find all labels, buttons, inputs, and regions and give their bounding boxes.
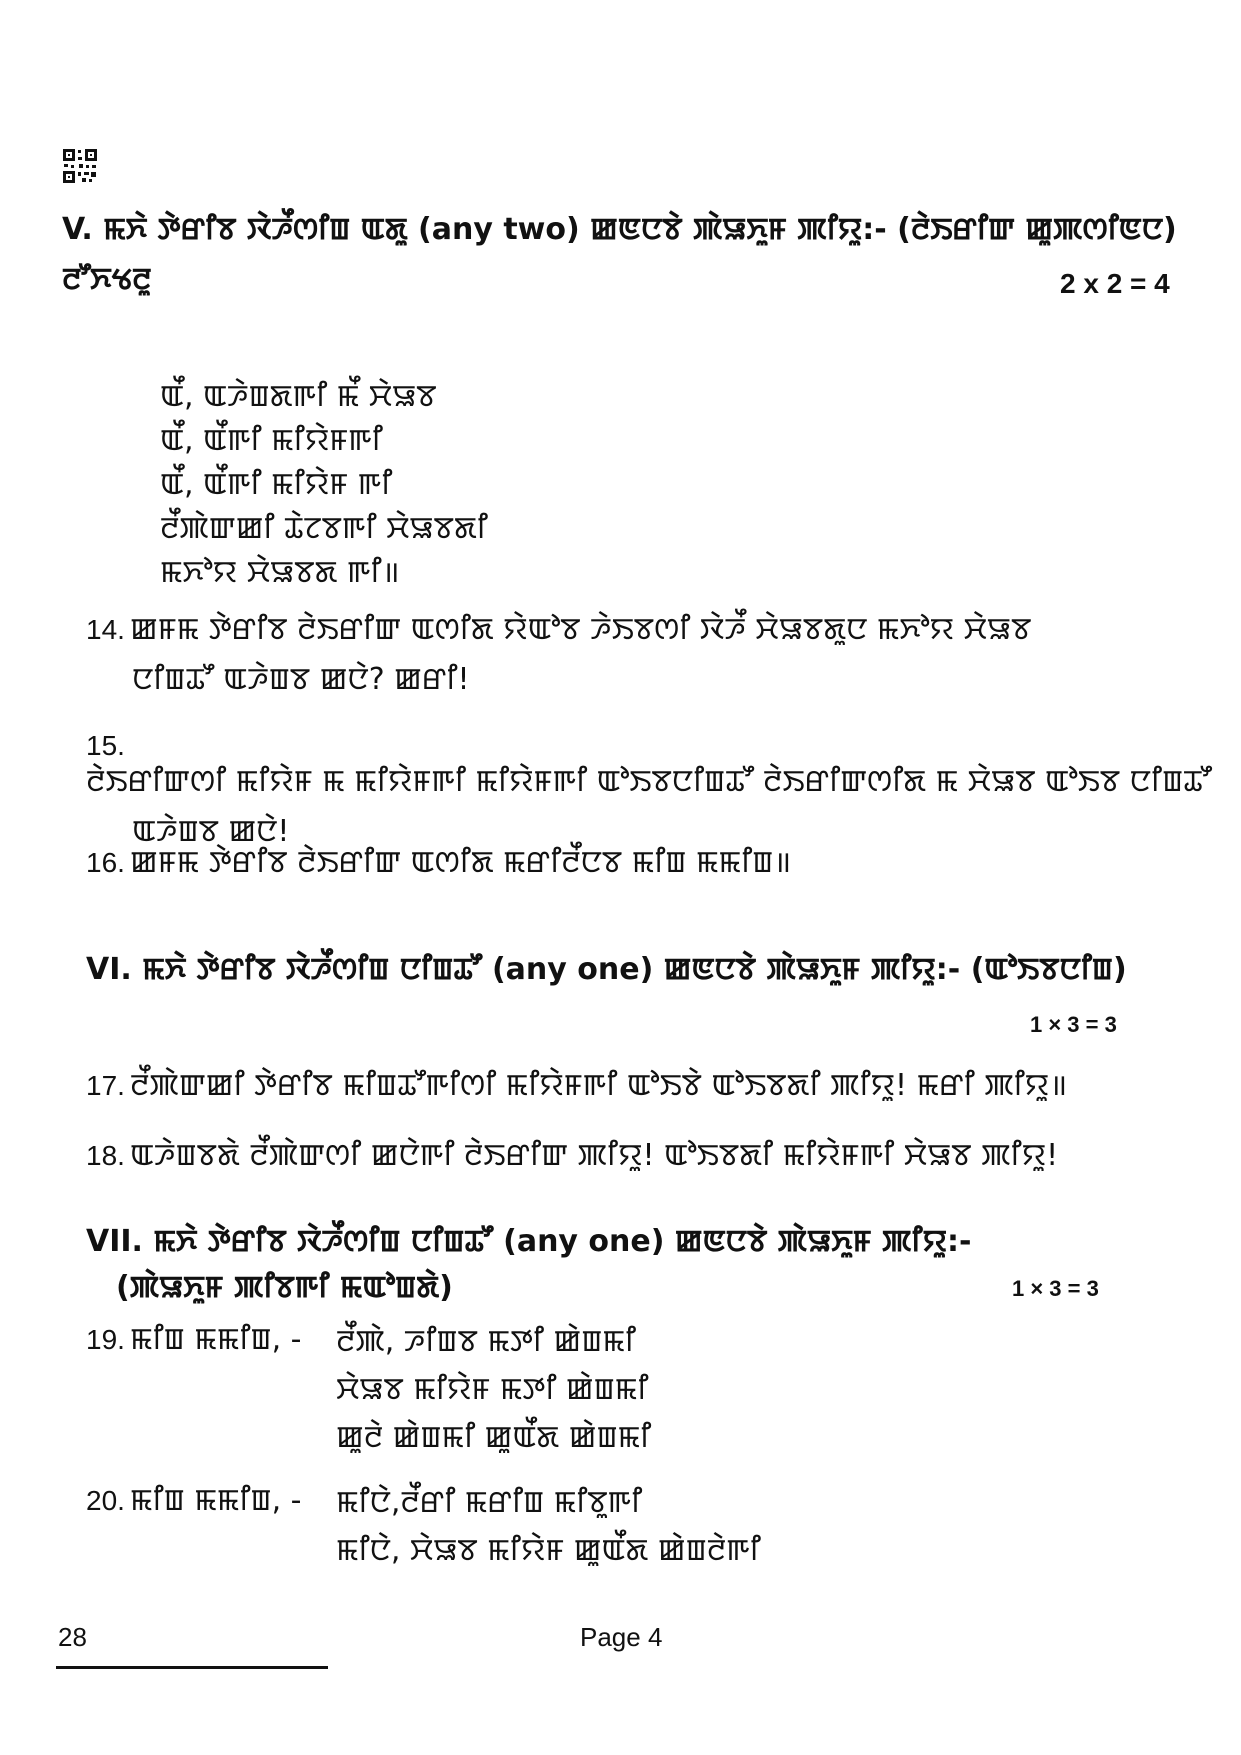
- verse-line: ꯀꯨꯂꯥ ꯀꯥꯡꯃꯤ ꯀꯨꯑꯩꯗ ꯀꯥꯡꯃꯤ: [336, 1420, 652, 1455]
- question-number: 14.: [86, 614, 125, 645]
- verse-line: ꯂꯩꯄꯥ, ꯍꯤꯡꯕ ꯃꯇꯤ ꯀꯥꯡꯃꯤ: [336, 1324, 636, 1359]
- question-16: [86, 845, 1196, 881]
- poem-line: ꯑꯩ, ꯑꯍꯥꯡꯗꯒꯤ ꯃꯩ ꯆꯥꯎꯕ: [160, 379, 437, 414]
- question-label: ꯃꯤꯡ ꯃꯃꯤꯡ, -: [130, 1483, 302, 1518]
- question-19: [86, 1322, 302, 1358]
- question-text: ꯑꯍꯥꯡꯕꯗꯥ ꯂꯩꯄꯥꯛꯁꯤ ꯀꯅꯥꯒꯤ ꯂꯥꯏꯔꯤꯛ ꯄꯤꯌꯨ! ꯑꯣꯏꯕꯗꯤ ꯃꯤꯌꯥꯝꯒꯤ ꯆꯥꯎꯕ ꯄꯤꯌꯨ!: [130, 1138, 1059, 1173]
- question-label: ꯃꯤꯡ ꯃꯃꯤꯡ, -: [130, 1322, 302, 1357]
- question-18: [86, 1138, 1196, 1174]
- question-text-continued: ꯑꯍꯥꯡꯕ ꯀꯅꯥ!: [132, 814, 290, 849]
- section-v-line-2: ꯂꯧꯈꯠꯂꯨ: [62, 262, 152, 297]
- question-number: 18.: [86, 1140, 125, 1171]
- question-17: [86, 1068, 1196, 1104]
- section-vii-line-1: VII. ꯃꯈꯥ ꯇꯥꯔꯤꯕ ꯋꯥꯍꯩꯁꯤꯡ ꯅꯤꯡꯊꯧ (any one) ꯀꯟꯅꯕꯥ ꯄꯥꯎꯈꯨꯝ ꯄꯤꯌꯨ:-: [86, 1224, 972, 1259]
- section-vii-line-2: (ꯄꯥꯎꯈꯨꯝ ꯄꯤꯕꯒꯤ ꯃꯑꯣꯡꯗꯥ): [116, 1270, 453, 1305]
- question-14: [86, 612, 1196, 698]
- qr-code-icon: [62, 148, 98, 184]
- verse-line: ꯆꯥꯎꯕ ꯃꯤꯌꯥꯝ ꯃꯇꯤ ꯀꯥꯡꯃꯤ: [336, 1372, 649, 1407]
- page-number: Page 4: [580, 1622, 663, 1652]
- verse-line: ꯃꯤꯅꯥ,ꯂꯩꯔꯤ ꯃꯔꯤꯡ ꯃꯤꯕꯨꯒꯤ: [336, 1485, 643, 1520]
- question-text: ꯀꯝꯃ ꯇꯥꯔꯤꯕ ꯂꯥꯏꯔꯤꯛ ꯑꯁꯤꯗ ꯌꯥꯑꯣꯕ ꯍꯥꯏꯕꯁꯤ ꯋꯥꯍꯩ ꯆꯥꯎꯕꯗꯨꯅ ꯃꯈꯣꯌ ꯆꯥꯎꯕ: [130, 612, 1032, 647]
- question-text: ꯀꯝꯃ ꯇꯥꯔꯤꯕ ꯂꯥꯏꯔꯤꯛ ꯑꯁꯤꯗ ꯃꯔꯤꯂꯩꯅꯕ ꯃꯤꯡ ꯃꯃꯤꯡ॥: [130, 845, 792, 880]
- question-20-verse: [336, 1479, 761, 1575]
- poem-block: [160, 375, 488, 595]
- section-vii-marks: 1 × 3 = 3: [1012, 1276, 1099, 1301]
- question-text: ꯂꯥꯏꯔꯤꯛꯁꯤ ꯃꯤꯌꯥꯝ ꯃ ꯃꯤꯌꯥꯝꯒꯤ ꯃꯤꯌꯥꯝꯒꯤ ꯑꯣꯏꯕꯅꯤꯡꯊꯧ ꯂꯥꯏꯔꯤꯛꯁꯤꯗ ꯃ ꯆꯥꯎꯕ ꯑꯣꯏꯕ ꯅꯤꯡꯊꯧ: [86, 764, 1212, 799]
- section-vi-marks: 1 × 3 = 3: [1030, 1012, 1117, 1037]
- question-number: 15.: [86, 730, 125, 761]
- question-text-continued: ꯅꯤꯡꯊꯧ ꯑꯍꯥꯡꯕ ꯀꯅꯥ? ꯀꯔꯤ!: [132, 662, 470, 697]
- section-vi-heading: [86, 950, 1196, 990]
- section-vi-line-1: VI. ꯃꯈꯥ ꯇꯥꯔꯤꯕ ꯋꯥꯍꯩꯁꯤꯡ ꯅꯤꯡꯊꯧ (any one) ꯀꯟꯅꯕꯥ ꯄꯥꯎꯈꯨꯝ ꯄꯤꯌꯨ:- (ꯑꯣꯏꯕꯅꯤꯡ): [86, 952, 1127, 987]
- question-number: 17.: [86, 1070, 125, 1101]
- section-v-heading: [62, 210, 1182, 300]
- verse-line: ꯃꯤꯅꯥ, ꯆꯥꯎꯕ ꯃꯤꯌꯥꯝ ꯀꯨꯑꯩꯗ ꯀꯥꯡꯂꯥꯒꯤ: [336, 1533, 761, 1568]
- poem-line: ꯑꯩ, ꯑꯩꯒꯤ ꯃꯤꯌꯥꯝ ꯒꯤ: [160, 467, 393, 502]
- section-v-marks: 2 x 2 = 4: [1060, 268, 1170, 299]
- poem-line: ꯃꯈꯣꯌ ꯆꯥꯎꯕꯗ ꯒꯤ॥: [160, 555, 400, 590]
- section-v-line-1: V. ꯃꯈꯥ ꯇꯥꯔꯤꯕ ꯋꯥꯍꯩꯁꯤꯡ ꯑꯗꯨ (any two) ꯀꯟꯅꯕꯥ ꯄꯥꯎꯈꯨꯝ ꯄꯤꯌꯨ:- (ꯂꯥꯏꯔꯤꯛ ꯀꯨꯄꯁꯤꯟꯅ): [62, 212, 1177, 247]
- question-15: [86, 728, 1212, 850]
- question-19-verse: [336, 1318, 651, 1462]
- question-number: 20.: [86, 1485, 125, 1516]
- question-text: ꯂꯩꯄꯥꯛꯀꯤ ꯇꯥꯔꯤꯕ ꯃꯤꯡꯊꯧꯒꯤꯁꯤ ꯃꯤꯌꯥꯝꯒꯤ ꯑꯣꯏꯕꯥ ꯑꯣꯏꯕꯗꯤ ꯄꯤꯌꯨ! ꯃꯔꯤ ꯄꯤꯌꯨ॥: [130, 1068, 1068, 1103]
- footer-number: 28: [58, 1622, 87, 1652]
- footer-rule: [56, 1666, 328, 1669]
- poem-line: ꯂꯩꯄꯥꯛꯀꯤ ꯊꯥꯖꯕꯒꯤ ꯆꯥꯎꯕꯗꯤ: [160, 511, 488, 546]
- question-20: [86, 1483, 302, 1519]
- poem-line: ꯑꯩ, ꯑꯩꯒꯤ ꯃꯤꯌꯥꯝꯒꯤ: [160, 423, 383, 458]
- question-number: 16.: [86, 847, 125, 878]
- question-number: 19.: [86, 1324, 125, 1355]
